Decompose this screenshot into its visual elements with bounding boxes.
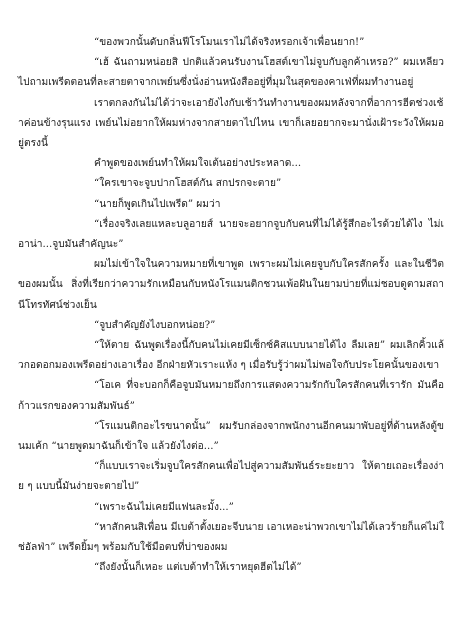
paragraph-10: “ให้ตาย ฉันพูดเรื่องนี้กับคนไม่เคยมีเซ็กซ์คิสแบบนายได้ไง ลืมเลย” ผมเลิกคิ้วแล้วกอดอกมองเพรีดอย่างเอาเรื่อง อีกฝ่ายหัวเราะแห้ง ๆ เมื่อรับรู้ว่าผมไม่พอใจกับประโยคนั้นของเขา [18, 340, 444, 372]
paragraph-7: “เรื่องจริงเลยแหละบลูอายส์ นายจะอยากจูบกับคนที่ไม่ได้รู้สึกอะไรด้วยได้ไง ไม่เอาน่า...จูบมันสำคัญนะ” [18, 218, 444, 251]
paragraph-14: “เพราะฉันไม่เคยมีแฟนละมั้ง...” [94, 501, 234, 513]
paragraph-3: เราตกลงกันไม่ได้ว่าจะเอายังไงกับเช้าวันทำงานของผมหลังจากที่อาการฮีตช่วงเช้าค่อนข้างรุนแรง เพย์นไม่อยากให้ผมห่างจากสายตาไปไหน เขาก็เลยอยากจะมานั่งเฝ้าระวังให้ผมอยู่ตรงนี้ [18, 97, 444, 150]
paragraph-13: “ก็แบบเราจะเริ่มจูบใครสักคนเพื่อไปสู่ความสัมพันธ์ระยะยาว ให้ตายเถอะเรื่องง่าย ๆ แบบนี้มันง่ายจะตายไป” [18, 461, 444, 493]
paragraph-5: “ใครเขาจะจูบปากโฮสต์กัน สกปรกจะตาย” [94, 178, 282, 190]
paragraph-11: “โอเค ที่จะบอกก็คือจูบมันหมายถึงการแสดงความรักกับใครสักคนที่เรารัก มันคือก้าวแรกของความสัมพันธ์” [18, 380, 444, 412]
paragraph-1: “ของพวกนั้นดับกลิ่นฟีโรโมนเราไม่ได้จริงหรอกเจ้าเพื่อนยาก!” [94, 37, 365, 48]
paragraph-9: “จูบสำคัญยังไงบอกหน่อย?” [94, 319, 216, 331]
paragraph-6: “นายก็พูดเกินไปเพรีด” ผมว่า [94, 198, 221, 210]
paragraph-4: คำพูดของเพย์นทำให้ผมใจเต้นอย่างประหลาด... [94, 158, 302, 170]
paragraph-8: ผมไม่เข้าใจในความหมายที่เขาพูด เพราะผมไม่เคยจูบกับใครสักครั้ง และในชีวิตของผมนั้น สิ่งที่เรียกว่าความรักเหมือนกับหนังโรแมนติกชวนเพ้อฝันในยามบ่ายที่แม่ชอบดูตามสถานีโทรทัศน์ช่วงเย็น [18, 259, 444, 311]
paragraph-12: “โรแมนติกอะไรขนาดนั้น” ผมรับกล่องจากพนักงานอีกคนมาพับอยู่ที่ด้านหลังตู้ขนมเค้ก “นายพูดมาฉันก็เข้าใจ แล้วยังไงต่อ...” [18, 420, 444, 453]
paragraph-2: “เฮ้ ฉันถามหน่อยสิ ปกติแล้วคนรับงานโฮสต์เขาไม่จูบกับลูกค้าเหรอ?” ผมเหลียวไปถามเพรีดตอนที่ละสายตาจากเพย์นซึ่งนั่งอ่านหนังสืออยู่ที่มุมในสุดของคาเฟ่ที่ผมทำงานอยู่ [18, 57, 444, 89]
paragraph-15: “หาสักคนสิเพื่อน มีเบต้าตั้งเยอะจีบนาย เอาเหอะน่าพวกเขาไม่ได้เลวร้ายก็แค่ไม่ใช่อัลฟ่า” เพรีดยิ้มๆ พร้อมกับใช้มือตบที่บ่าของผม [18, 521, 444, 554]
paragraph-16: “ถึงยังนั้นก็เหอะ แต่เบต้าทำให้เราหยุดฮีตไม่ได้” [94, 562, 302, 574]
